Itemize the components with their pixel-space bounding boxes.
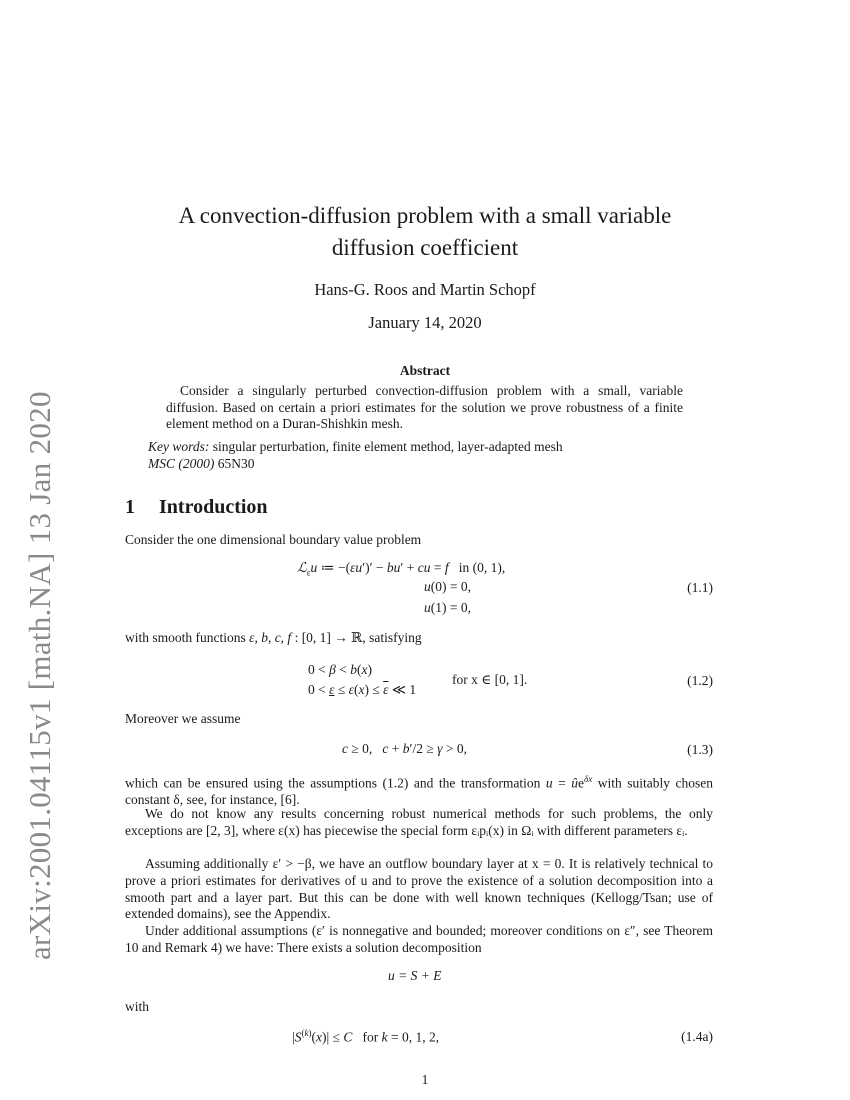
abstract-text: Consider a singularly perturbed convection-diffusion problem with a small, variable diffusion. Based on certain a priori estimates for the solution we prove robustness of a finite element method on a Duran-Shishkin mesh. xyxy=(166,383,683,431)
p-ensured-b: with suitably chosen constant δ, see, for instance, [6]. xyxy=(125,775,714,808)
eq-1-4a-number: (1.4a) xyxy=(681,1029,713,1044)
eq-1-1-line3: u(1) = 0, xyxy=(424,600,471,615)
abstract-heading: Abstract xyxy=(399,363,451,378)
eq-1-2-line2: $0 < \varepsilon \le \varepsilon(x) \le \overline{\varepsilon}$ ≪ 1 xyxy=(308,682,417,697)
eq-decomposition: u = S + E xyxy=(388,968,442,983)
p-wedo: We do not know any results concerning robust numerical methods for such problems, the only exceptions are [2, 3], where ε(x) has piecewise the special form εᵢpᵢ(x) in Ωᵢ with different parameters εᵢ. xyxy=(125,806,713,838)
p-assuming: Assuming additionally ε′ > −β, we have an outflow boundary layer at x = 0. It is relatively technical to prove a priori estimates for derivatives of u and to prove the existence of a solution decomposition into a smooth part and a layer part. But this can be done with well known techniques (Kellogg/Tsan; use of extended domains), see the Appendix. xyxy=(125,856,713,922)
msc-label: MSC (2000) xyxy=(148,456,215,471)
p-under: Under additional assumptions (ε′ is nonnegative and bounded; moreover conditions on ε″, see Theorem 10 and Remark 4) we have: There exists a solution decomposition xyxy=(125,923,713,955)
section-number: 1 xyxy=(125,496,135,518)
msc-text: 65N30 xyxy=(217,456,255,471)
arxiv-stamp xyxy=(20,391,57,960)
paper-title xyxy=(125,200,725,264)
eq-1-4a: $|S^{(k)}(x)| \le C$ for k = 0, 1, 2, xyxy=(292,1028,440,1045)
eq-1-2-line1: 0 < β < b(x) xyxy=(308,662,372,677)
p-with: with xyxy=(125,999,150,1014)
msc xyxy=(148,456,255,472)
eq-1-1-number: (1.1) xyxy=(687,580,713,595)
authors: Hans-G. Roos and Martin Schopf xyxy=(314,280,536,299)
keywords xyxy=(148,439,563,455)
eq-1-2-condition: for x ∈ [0, 1]. xyxy=(452,672,528,687)
eq-1-3: c ≥ 0, c + b′/2 ≥ γ > 0, xyxy=(342,741,467,756)
p-ensured: which can be ensured using the assumptions (1.2) and the transformation $u = ûe^{\delta x}$ with suitably chosen constant δ, see, for instance, [6]. xyxy=(125,774,714,808)
page-number: 1 xyxy=(421,1072,429,1087)
eq-1-2-number: (1.2) xyxy=(687,673,713,688)
keywords-label: Key words: xyxy=(148,439,210,454)
section-title: Introduction xyxy=(159,496,268,518)
p-smooth-suffix: satisfying xyxy=(369,630,422,645)
p-moreover: Moreover we assume xyxy=(125,711,241,726)
eq-1-1-line2: u(0) = 0, xyxy=(424,579,471,594)
p-consider: Consider the one dimensional boundary value problem xyxy=(125,532,422,547)
title-line-2: diffusion coefficient xyxy=(331,235,519,260)
eq-1-3-number: (1.3) xyxy=(687,742,713,757)
p-smooth: with smooth functions ε, b, c, f : [0, 1] → ℝ, satisfying xyxy=(125,630,422,645)
title-line-1: A convection-diffusion problem with a small variable xyxy=(178,203,672,228)
p-ensured-a: which can be ensured using the assumptions (1.2) and the transformation xyxy=(125,775,541,791)
arxiv-id: arXiv:2001.04115v1 [math.NA] 13 Jan 2020 xyxy=(22,391,57,960)
date: January 14, 2020 xyxy=(368,313,482,332)
eq-1-1-line1: ℒ$_\varepsilon$u ≔ −(εu′)′ − bu′ + cu = f in (0, 1), xyxy=(297,560,506,578)
keywords-text: singular perturbation, finite element method, layer-adapted mesh xyxy=(212,439,563,454)
section-heading xyxy=(125,496,268,519)
p-smooth-prefix: with smooth functions xyxy=(125,630,246,645)
